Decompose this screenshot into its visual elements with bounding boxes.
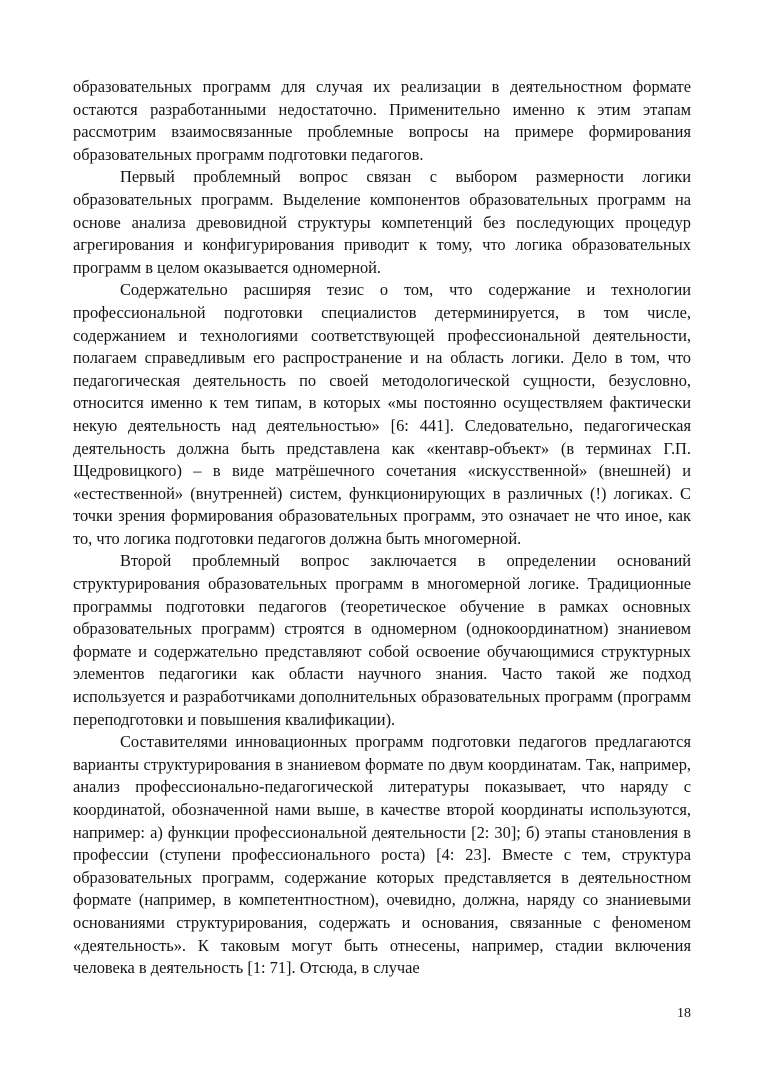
paragraph-5: Составителями инновационных программ подготовки педагогов предлагаются варианты структурирования в знаниевом формате по двум координатам. Так, например, анализ профессионально-педагогической литературы показывает, что наряду с координатой, обозначенной нами выше, в качестве второй координаты используются, например: а) функции профессиональной деятельности [2: 30]; б) этапы становления в профессии (ступени профессионального роста) [4: 23]. Вместе с тем, структура образовательных программ, содержание которых представляется в деятельностном формате (например, в компетентностном), очевидно, должна, наряду со знаниевыми основаниями структурирования, содержать и основания, связанные с феноменом «деятельность». К таковым могут быть отнесены, например, стадии включения человека в деятельность [1: 71]. Отсюда, в случае xyxy=(73,732,691,978)
paragraph-2: Первый проблемный вопрос связан с выбором размерности логики образовательных программ. Выделение компонентов образовательных программ на основе анализа древовидной структуры компетенций без последующих процедур агрегирования и конфигурирования приводит к тому, что логика образовательных программ в целом оказывается одномерной. xyxy=(73,167,691,277)
paragraph-1: образовательных программ для случая их реализации в деятельностном формате остаются разработанными недостаточно. Применительно именно к этим этапам рассмотрим взаимосвязанные проблемные вопросы на примере формирования образовательных программ подготовки педагогов. xyxy=(73,77,691,164)
paragraph-4: Второй проблемный вопрос заключается в определении оснований структурирования образовательных программ в многомерной логике. Традиционные программы подготовки педагогов (теоретическое обучение в рамках основных образовательных программ) строятся в одномерном (однокоординатном) знаниевом формате и содержательно представляют собой освоение обучающимися структурных элементов педагогики как области научного знания. Часто такой же подход используется и разработчиками дополнительных образовательных программ (программ переподготовки и повышения квалификации). xyxy=(73,551,691,729)
page-number: 18 xyxy=(677,1006,691,1021)
paragraph-3: Содержательно расширяя тезис о том, что содержание и технологии профессиональной подготовки специалистов детерминируется, в том числе, содержанием и технологиями соответствующей профессиональной деятельности, полагаем справедливым его распространение и на область логики. Дело в том, что педагогическая деятельность по своей методологической сущности, безусловно, относится именно к тем типам, в которых «мы постоянно осуществляем фактически некую деятельность над деятельностью» [6: 441]. Следовательно, педагогическая деятельность должна быть представлена как «кентавр-объект» (в терминах Г.П. Щедровицкого) – в виде матрёшечного сочетания «искусственной» (внешней) и «естественной» (внутренней) систем, функционирующих в различных (!) логиках. С точки зрения формирования образовательных программ, это означает не что иное, как то, что логика подготовки педагогов должна быть многомерной. xyxy=(73,280,691,548)
body-text xyxy=(73,76,691,980)
